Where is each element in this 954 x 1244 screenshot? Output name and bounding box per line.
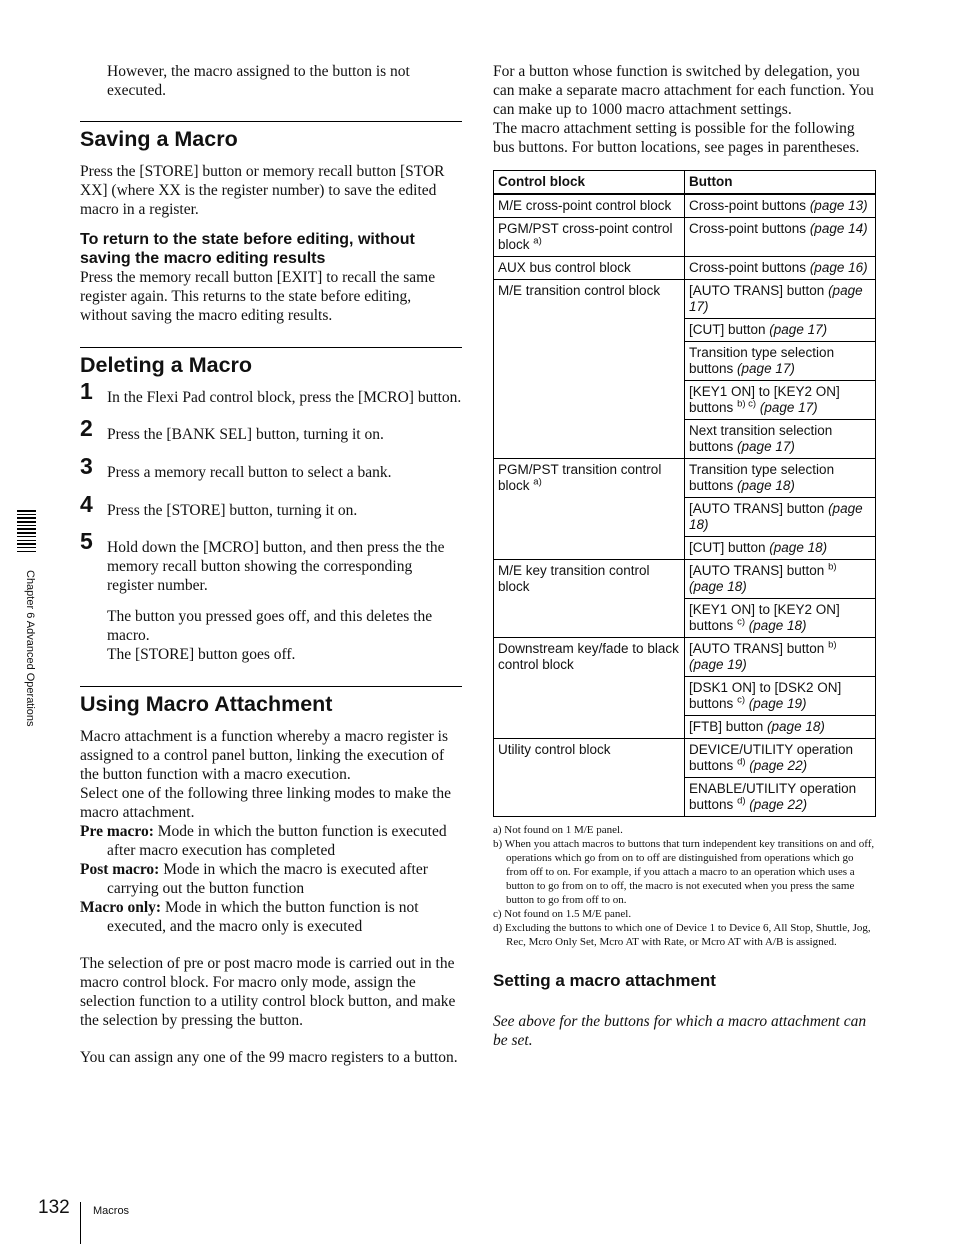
step-text: In the Flexi Pad control block, press the [MCRO] button. bbox=[107, 389, 462, 406]
button-cell: [CUT] button (page 17) bbox=[685, 319, 876, 342]
table-note: a) Not found on 1 M/E panel. bbox=[493, 824, 623, 836]
right-column bbox=[493, 62, 876, 1050]
button-cell: [AUTO TRANS] button (page 17) bbox=[685, 280, 876, 319]
chapter-tab-marker bbox=[17, 510, 36, 554]
step-number: 2 bbox=[80, 415, 93, 441]
left-column bbox=[80, 62, 462, 1067]
button-cell: DEVICE/UTILITY operation buttons $^{d)}$ (page 22) bbox=[685, 739, 876, 778]
using-para: You can assign any one of the 99 macro registers to a button. bbox=[80, 1049, 458, 1066]
attachment-table bbox=[493, 170, 876, 817]
table-note: b) When you attach macros to buttons that turn independent key transitions on and off, operations which go from on to off are distinguished from operations which go from off to on. For example, if you attach a macro to an operation which uses a button to go from on to off, the macro is not executed when you press the same button to go from off to on. bbox=[493, 838, 875, 906]
button-cell: [KEY1 ON] to [KEY2 ON] buttons $^{b) c)}$ (page 17) bbox=[685, 381, 876, 420]
step-text: Press a memory recall button to select a bank. bbox=[107, 464, 392, 481]
step-4 bbox=[80, 491, 462, 520]
table-row bbox=[494, 257, 876, 280]
step-text: Hold down the [MCRO] button, and then press the the memory recall button showing the corresponding register number. bbox=[107, 539, 445, 594]
chapter-label: Chapter 6 Advanced Operations bbox=[24, 570, 36, 727]
control-block-cell: Utility control block bbox=[494, 739, 685, 817]
right-intro: For a button whose function is switched by delegation, you can make a separate macro attachment for each function. You can make up to 1000 macro attachment settings. bbox=[493, 63, 874, 118]
saving-subbody: Press the memory recall button [EXIT] to recall the same register again. This returns to the state before editing, without saving the macro editing results. bbox=[80, 269, 436, 324]
control-block-cell: M/E transition control block bbox=[494, 280, 685, 459]
setting-body: See above for the buttons for which a macro attachment can be set. bbox=[493, 1013, 867, 1049]
deleting-heading: Deleting a Macro bbox=[80, 347, 462, 378]
step-result: The button you pressed goes off, and this deletes the macro. bbox=[107, 608, 433, 644]
setting-heading: Setting a macro attachment bbox=[493, 971, 716, 990]
control-block-cell: AUX bus control block bbox=[494, 257, 685, 280]
button-cell: [AUTO TRANS] button (page 18) bbox=[685, 498, 876, 537]
step-number: 4 bbox=[80, 491, 93, 517]
table-header: Control block bbox=[494, 171, 685, 195]
mode-pre: Pre macro: Mode in which the button function is executed after macro execution has completed bbox=[80, 823, 447, 859]
step-number: 1 bbox=[80, 378, 93, 404]
table-row bbox=[494, 280, 876, 319]
table-note: c) Not found on 1.5 M/E panel. bbox=[493, 908, 632, 920]
section-label: Macros bbox=[93, 1205, 130, 1217]
using-heading: Using Macro Attachment bbox=[80, 686, 462, 717]
control-block-cell: PGM/PST cross-point control block $^{a)}$ bbox=[494, 218, 685, 257]
button-cell: [CUT] button (page 18) bbox=[685, 537, 876, 560]
page-number: 132 bbox=[38, 1197, 70, 1218]
button-cell: Transition type selection buttons (page 17) bbox=[685, 342, 876, 381]
intro-note: However, the macro assigned to the button is not executed. bbox=[107, 63, 410, 99]
step-3 bbox=[80, 453, 462, 482]
table-row bbox=[494, 459, 876, 498]
saving-heading: Saving a Macro bbox=[80, 121, 462, 152]
button-cell: [DSK1 ON] to [DSK2 ON] buttons $^{c)}$ (page 19) bbox=[685, 677, 876, 716]
button-cell: [AUTO TRANS] button $^{b)}$ (page 19) bbox=[685, 638, 876, 677]
button-cell: Cross-point buttons (page 14) bbox=[685, 218, 876, 257]
button-cell: Cross-point buttons (page 16) bbox=[685, 257, 876, 280]
using-para: Select one of the following three linking modes to make the macro attachment. bbox=[80, 785, 452, 821]
step-5 bbox=[80, 528, 462, 595]
mode-only: Macro only: Mode in which the button function is not executed, and the macro only is executed bbox=[80, 899, 419, 935]
control-block-cell: M/E cross-point control block bbox=[494, 194, 685, 218]
saving-body: Press the [STORE] button or memory recall button [STOR XX] (where XX is the register number) to save the edited macro in a register. bbox=[80, 163, 445, 218]
table-row bbox=[494, 739, 876, 778]
table-notes bbox=[493, 823, 876, 949]
step-number: 5 bbox=[80, 528, 93, 554]
table-row bbox=[494, 218, 876, 257]
step-2 bbox=[80, 415, 462, 444]
button-cell: [KEY1 ON] to [KEY2 ON] buttons $^{c)}$ (page 18) bbox=[685, 599, 876, 638]
table-row bbox=[494, 194, 876, 218]
deleting-steps bbox=[80, 378, 462, 664]
button-cell: [FTB] button (page 18) bbox=[685, 716, 876, 739]
using-para: The selection of pre or post macro mode is carried out in the macro control block. For macro only mode, assign the selection function to a utility control block button, and make the selection by pressing the button. bbox=[80, 955, 456, 1029]
step-text: Press the [STORE] button, turning it on. bbox=[107, 502, 358, 519]
control-block-cell: PGM/PST transition control block $^{a)}$ bbox=[494, 459, 685, 560]
step-1 bbox=[80, 378, 462, 407]
step-number: 3 bbox=[80, 453, 93, 479]
saving-subheading: To return to the state before editing, without saving the macro editing results bbox=[80, 231, 415, 267]
button-cell: [AUTO TRANS] button $^{b)}$ (page 18) bbox=[685, 560, 876, 599]
right-intro: The macro attachment setting is possible for the following bus buttons. For button locations, see pages in parentheses. bbox=[493, 120, 860, 156]
table-note: d) Excluding the buttons to which one of Device 1 to Device 6, All Stop, Shuttle, Jog, Rec, Mcro Only Set, Mcro AT with Rate, or Mcro AT with A/B is assigned. bbox=[493, 922, 871, 948]
button-cell: ENABLE/UTILITY operation buttons $^{d)}$ (page 22) bbox=[685, 778, 876, 817]
button-cell: Next transition selection buttons (page 17) bbox=[685, 420, 876, 459]
using-para: Macro attachment is a function whereby a macro register is assigned to a control panel button, linking the execution of the button function with a macro execution. bbox=[80, 728, 448, 783]
table-row bbox=[494, 638, 876, 677]
step-text: Press the [BANK SEL] button, turning it on. bbox=[107, 426, 384, 443]
control-block-cell: M/E key transition control block bbox=[494, 560, 685, 638]
table-row bbox=[494, 560, 876, 599]
mode-post: Post macro: Mode in which the macro is executed after carrying out the button function bbox=[80, 861, 428, 897]
button-cell: Transition type selection buttons (page 18) bbox=[685, 459, 876, 498]
control-block-cell: Downstream key/fade to black control block bbox=[494, 638, 685, 739]
table-header-row bbox=[494, 171, 876, 195]
table-header: Button bbox=[685, 171, 876, 195]
step-result: The [STORE] button goes off. bbox=[107, 646, 296, 663]
footer-divider bbox=[80, 1202, 81, 1244]
button-cell: Cross-point buttons (page 13) bbox=[685, 194, 876, 218]
